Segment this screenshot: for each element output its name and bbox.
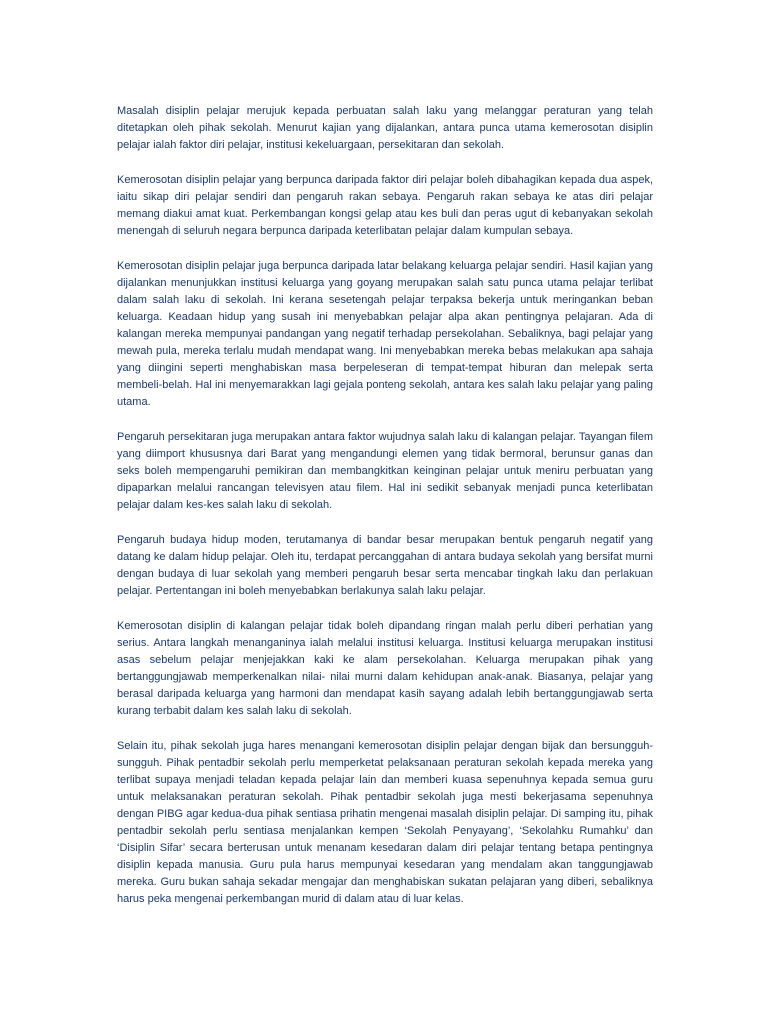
document-page [117, 103, 653, 926]
paragraph-intro: Masalah disiplin pelajar merujuk kepada perbuatan salah laku yang melanggar peraturan yang telah ditetapkan oleh pihak sekolah. Menurut kajian yang dijalankan, antara punca utama kemerosotan disiplin pelajar ialah faktor diri pelajar, institusi kekeluargaan, persekitaran dan sekolah. [117, 105, 653, 151]
paragraph-langkah-sekolah: Selain itu, pihak sekolah juga hares menangani kemerosotan disiplin pelajar dengan bijak dan bersungguh-sungguh. Pihak pentadbir sekolah perlu memperketat pelaksanaan peraturan sekolah kepada mereka yang terlibat supaya menjadi teladan kepada pelajar lain dan memberi kuasa sepenuhnya kepada semua guru untuk melaksanakan peraturan sekolah. Pihak pentadbir sekolah juga mesti bekerjasama sepenuhnya dengan PIBG agar kedua-dua pihak sentiasa prihatin mengenai masalah disiplin pelajar. Di samping itu, pihak pentadbir sekolah perlu sentiasa menjalankan kempen ‘Sekolah Penyayang’, ‘Sekolahku Rumahku’ dan ‘Disiplin Sifar’ secara berterusan untuk menanam kesedaran dalam diri pelajar tentang betapa pentingnya disiplin kepada manusia. Guru pula harus mempunyai kesedaran yang mendalam akan tanggungjawab mereka. Guru bukan sahaja sekadar mengajar dan menghabiskan sukatan pelajaran yang diberi, sebaliknya harus peka mengenai perkembangan murid di dalam atau di luar kelas. [117, 740, 653, 905]
paragraph-keluarga: Kemerosotan disiplin pelajar juga berpunca daripada latar belakang keluarga pelajar sendiri. Hasil kajian yang dijalankan menunjukkan institusi keluarga yang goyang merupakan salah satu punca utama pelajar terlibat dalam salah laku di sekolah. Ini kerana sesetengah pelajar terpaksa bekerja untuk meringankan beban keluarga. Keadaan hidup yang susah ini menyebabkan pelajar alpa akan pentingnya pelajaran. Ada di kalangan mereka mempunyai pandangan yang negatif terhadap persekolahan. Sebaliknya, bagi pelajar yang mewah pula, mereka terlalu mudah mendapat wang. Ini menyebabkan mereka bebas melakukan apa sahaja yang diingini seperti menghabiskan masa berpeleseran di tempat-tempat hiburan dan melepak serta membeli-belah. Hal ini menyemarakkan lagi gejala ponteng sekolah, antara kes salah laku pelajar yang paling utama. [117, 260, 653, 408]
paragraph-persekitaran: Pengaruh persekitaran juga merupakan antara faktor wujudnya salah laku di kalangan pelajar. Tayangan filem yang diimport khususnya dari Barat yang mengandungi elemen yang tidak bermoral, berunsur ganas dan seks boleh mempengaruhi pemikiran dan membangkitkan keinginan pelajar untuk meniru perbuatan yang dipaparkan melalui rancangan televisyen atau filem. Hal ini sedikit sebanyak menjadi punca keterlibatan pelajar dalam kes-kes salah laku di sekolah. [117, 431, 653, 511]
paragraph-diri-pelajar: Kemerosotan disiplin pelajar yang berpunca daripada faktor diri pelajar boleh dibahagikan kepada dua aspek, iaitu sikap diri pelajar sendiri dan pengaruh rakan sebaya. Pengaruh rakan sebaya ke atas diri pelajar memang diakui amat kuat. Perkembangan kongsi gelap atau kes buli dan peras ugut di kebanyakan sekolah menengah di seluruh negara berpunca daripada keterlibatan pelajar dalam kumpulan sebaya. [117, 174, 653, 237]
paragraph-langkah-keluarga: Kemerosotan disiplin di kalangan pelajar tidak boleh dipandang ringan malah perlu diberi perhatian yang serius. Antara langkah menanganinya ialah melalui institusi keluarga. Institusi keluarga merupakan institusi asas sebelum pelajar menjejakkan kaki ke alam persekolahan. Keluarga merupakan pihak yang bertanggungjawab memperkenalkan nilai- nilai murni dalam kehidupan anak-anak. Biasanya, pelajar yang berasal daripada keluarga yang harmoni dan mendapat kasih sayang adalah lebih bertanggungjawab serta kurang terbabit dalam kes salah laku di sekolah. [117, 620, 653, 717]
paragraph-budaya-moden: Pengaruh budaya hidup moden, terutamanya di bandar besar merupakan bentuk pengaruh negatif yang datang ke dalam hidup pelajar. Oleh itu, terdapat percanggahan di antara budaya sekolah yang bersifat murni dengan budaya di luar sekolah yang memberi pengaruh besar serta mencabar tingkah laku dan perlakuan pelajar. Pertentangan ini boleh menyebabkan berlakunya salah laku pelajar. [117, 534, 653, 597]
